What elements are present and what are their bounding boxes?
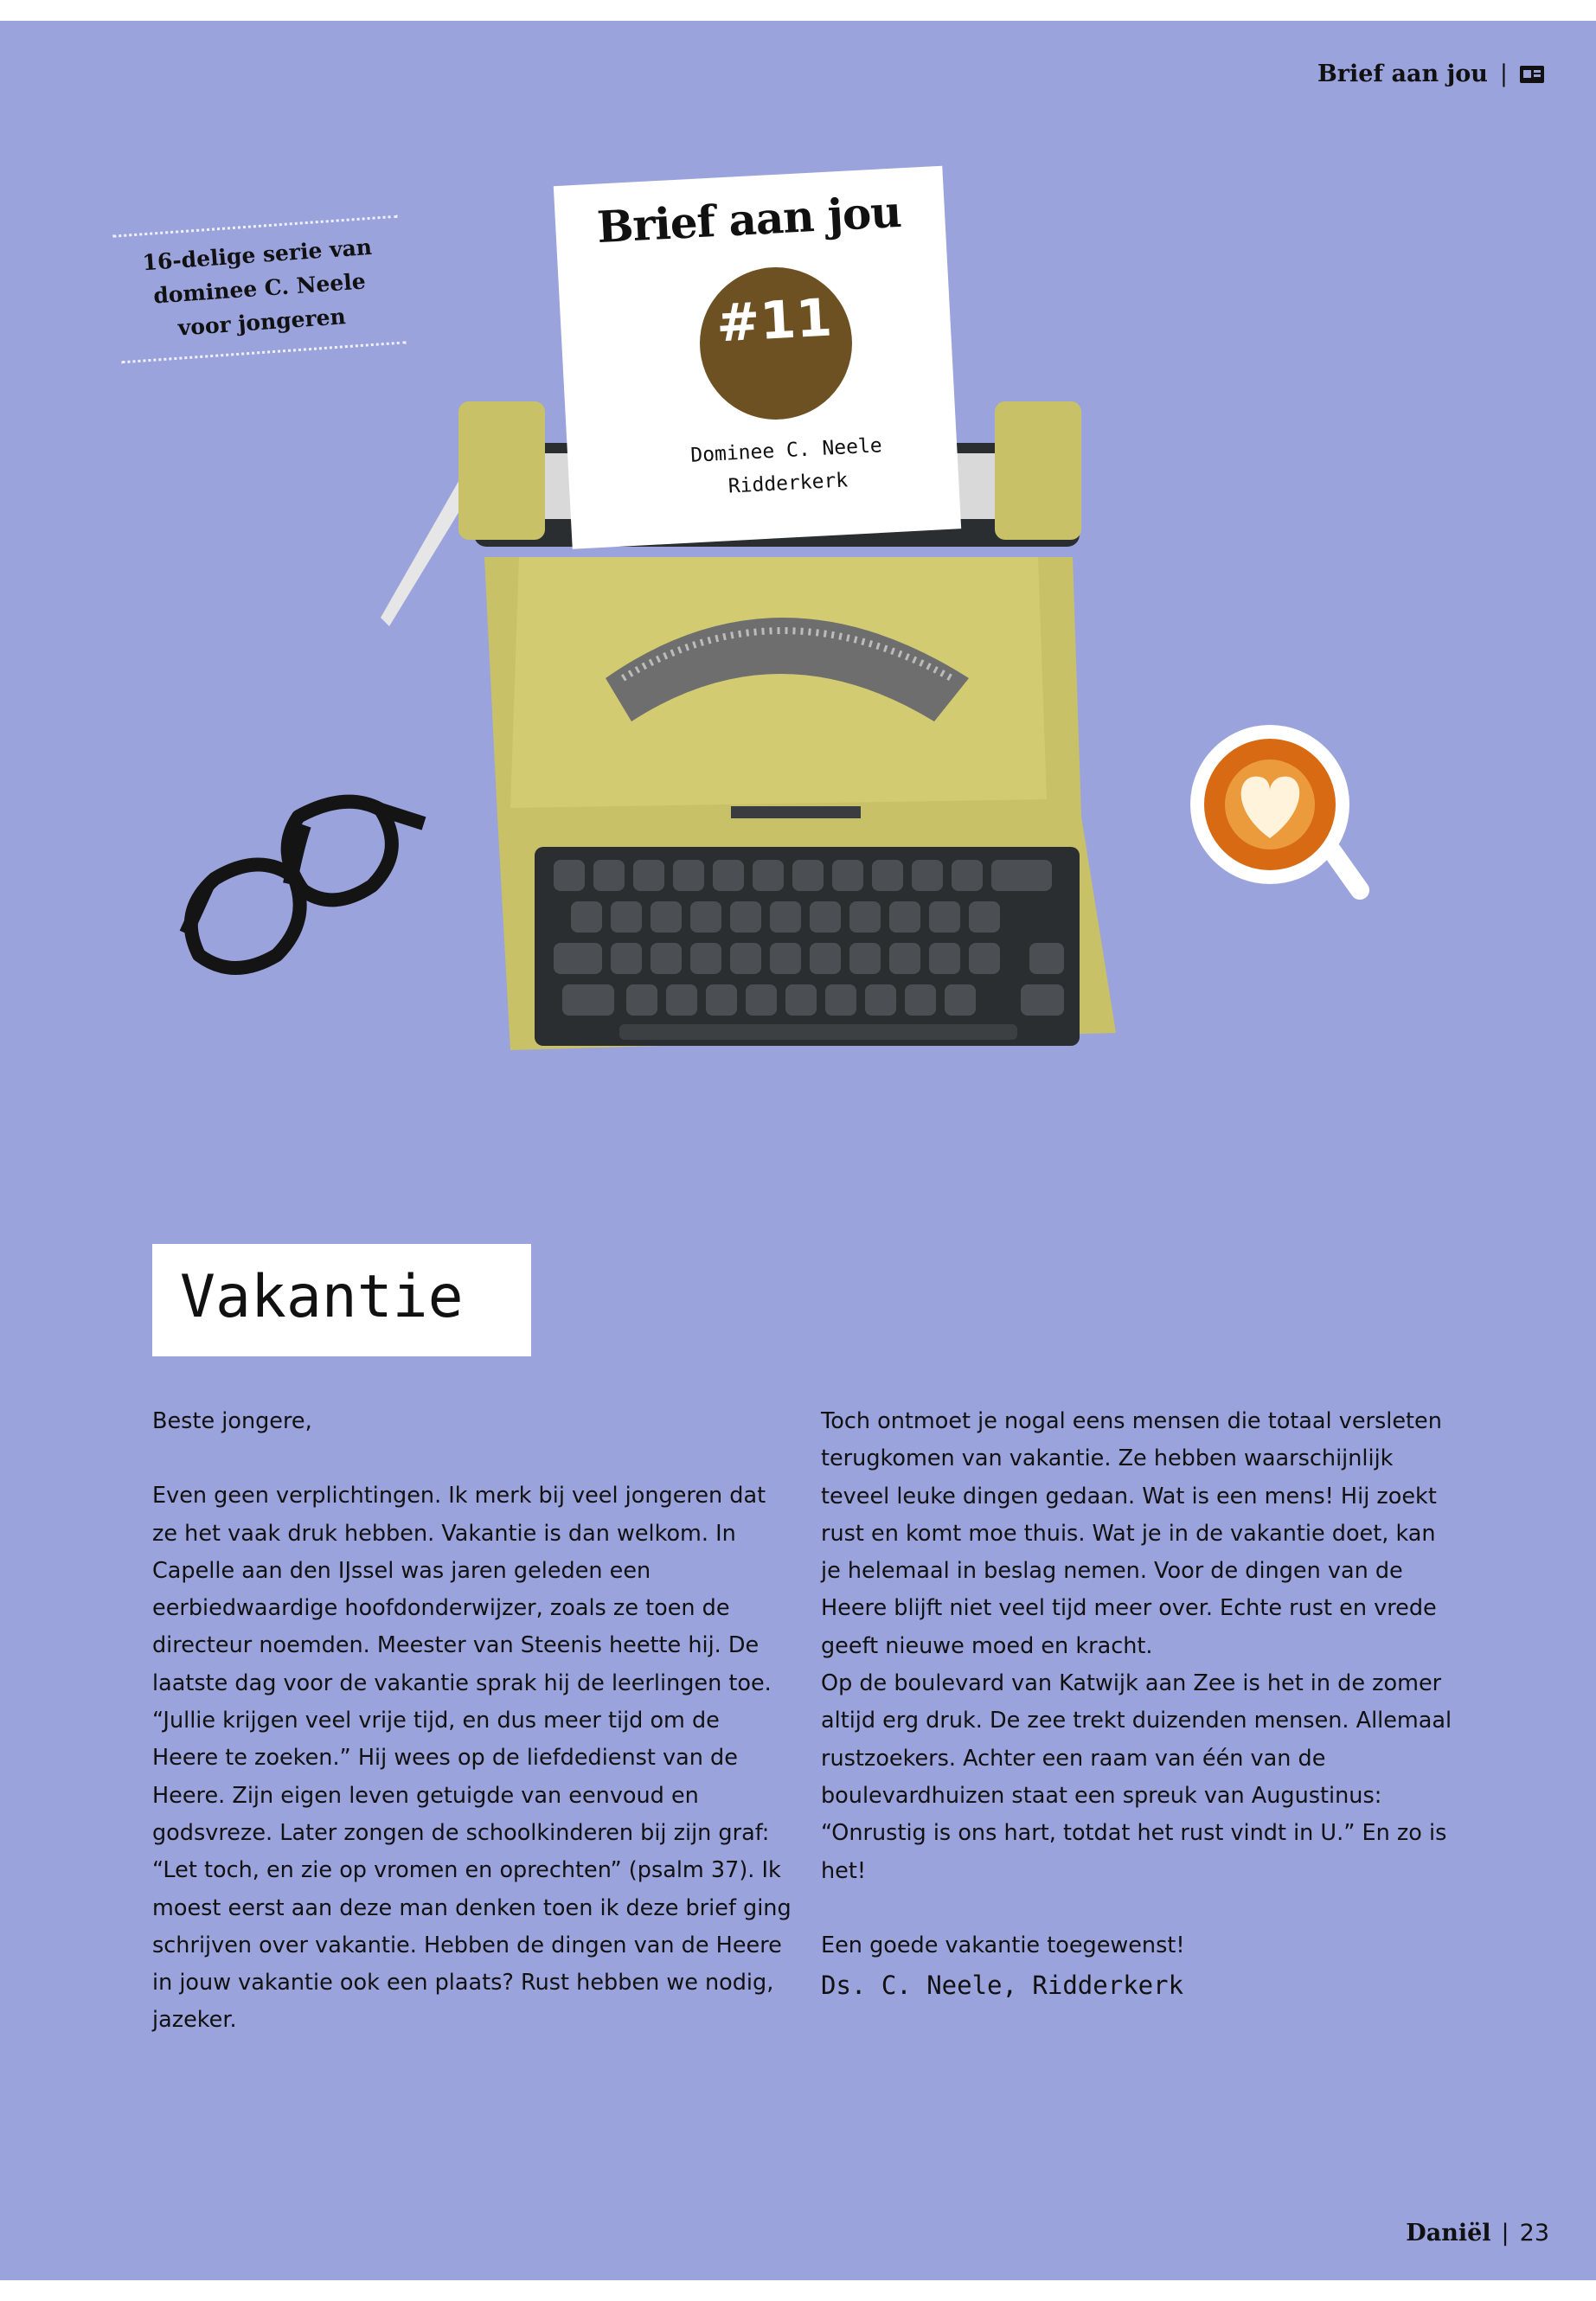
paper-title: Brief aan jou <box>595 185 902 253</box>
glasses-illustration <box>186 802 424 968</box>
footer-separator: | <box>1501 2220 1509 2247</box>
page-number: 23 <box>1519 2220 1549 2247</box>
header-separator: | <box>1499 61 1508 87</box>
article-right-column <box>821 1403 1461 2006</box>
salutation: Beste jongere, <box>152 1408 312 1434</box>
spacebar <box>619 1024 1017 1040</box>
paragraph: Op de boulevard van Katwijk aan Zee is het in de zomer altijd erg druk. De zee trekt duizenden mensen. Allemaal rustzoekers. Achter een raam van één van de boulevardhuizen staat een spreuk van Augustinus: “Onrustig is ons hart, totdat het rust vindt in U.” En zo is het! <box>821 1670 1452 1884</box>
signature: Ds. C. Neele, Ridderkerk <box>821 1971 1184 2001</box>
series-line-1: 16-delige serie van <box>141 234 373 276</box>
series-line-2: dominee C. Neele <box>152 268 367 309</box>
article-title-box <box>152 1244 531 1356</box>
article-title: Vakantie <box>180 1263 464 1331</box>
closing-line: Een goede vakantie toegewenst! <box>821 1932 1185 1958</box>
paragraph: Even geen verplichtingen. Ik merk bij veel jongeren dat ze het vaak druk hebben. Vakantie is dan welkom. In Capelle aan den IJssel was jaren geleden een eerbiedwaardige hoofdonderwijzer, zoals ze toen de directeur noemden. Meester van Steenis heette hij. De laatste dag voor de vakantie sprak hij de leerlingen toe. “Jullie krijgen veel vrije tijd, en dus meer tijd om de Heere te zoeken.” Hij wees op de liefdedienst van de Heere. Zijn eigen leven getuigde van eenvoud en godsvreze. Later zongen de schoolkinderen bij zijn graf: “Let toch, en zie op vromen en oprechten” (psalm 37). Ik moest eerst aan deze man denken toen ik deze brief ging schrijven over vakantie. Hebben de dingen van de Heere in jouw vakantie ook een plaats? Rust hebben we nodig, jazeker. <box>152 1483 792 2034</box>
paragraph: Toch ontmoet je nogal eens mensen die totaal versleten terugkomen van vakantie. Ze hebben waarschijnlijk teveel leuke dingen gedaan. Wat is een mens! Hij zoekt rust en komt moe thuis. Wat je in de vakantie doet, kan je helemaal in beslag nemen. Voor de dingen van de Heere blijft niet veel tijd meer over. Echte rust en vrede geeft nieuwe moed en kracht. <box>821 1408 1442 1659</box>
series-line-3: voor jongeren <box>176 304 347 341</box>
paper-author-name: Dominee C. Neele <box>689 434 883 467</box>
article-left-column <box>152 1403 792 2040</box>
paper-author-place: Ridderkerk <box>727 469 849 498</box>
issue-number: #11 <box>715 287 834 355</box>
page <box>0 21 1596 2280</box>
paper-author <box>656 427 919 507</box>
coffee-cup-illustration <box>1190 725 1360 890</box>
section-name: Brief aan jou <box>1317 61 1488 87</box>
typewriter-illustration <box>0 21 1596 1145</box>
page-footer <box>1406 2220 1549 2247</box>
magazine-name: Daniël <box>1406 2220 1491 2247</box>
